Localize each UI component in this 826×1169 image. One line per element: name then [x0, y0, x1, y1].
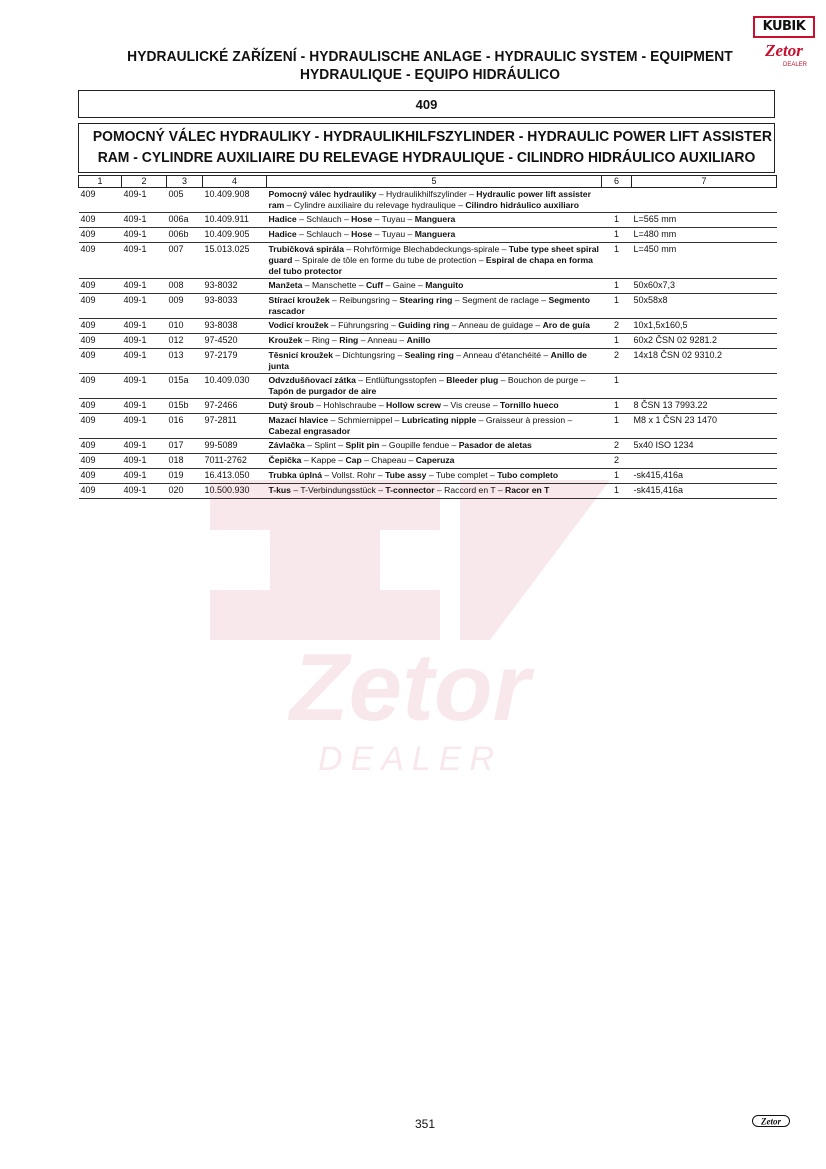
parts-table-body [79, 188, 777, 499]
description-cell: Stírací kroužek – Reibungsring – Stearing ring – Segment de raclage – Segmento rascador [267, 294, 602, 319]
description-de: Schmiernippel [337, 415, 393, 425]
figure-cell: 409-1 [122, 399, 167, 414]
quantity-cell: 1 [602, 469, 632, 484]
description-es: Aro de guía [542, 320, 590, 330]
figure-cell: 409-1 [122, 243, 167, 279]
description-cz: Kroužek [268, 335, 303, 345]
column-header: 2 [122, 176, 167, 188]
quantity-cell: 1 [602, 484, 632, 499]
position-cell: 017 [167, 439, 203, 454]
description-fr: Chapeau [371, 455, 407, 465]
group-cell: 409 [79, 228, 122, 243]
figure-cell: 409-1 [122, 349, 167, 374]
description-cz: Stírací kroužek [268, 295, 330, 305]
table-header-row [79, 176, 777, 188]
description-es: Manguera [414, 214, 456, 224]
description-en: Lubricating nipple [401, 415, 477, 425]
note-cell: 50x58x8 [632, 294, 777, 319]
quantity-cell: 2 [602, 454, 632, 469]
description-cz: Čepička [268, 455, 302, 465]
description-cell: Dutý šroub – Hohlschraube – Hollow screw – Vis creuse – Tornillo hueco [267, 399, 602, 414]
part-number-cell: 93-8032 [203, 279, 267, 294]
figure-cell: 409-1 [122, 188, 167, 213]
description-es: Anillo [406, 335, 431, 345]
description-fr: Gaine [392, 280, 416, 290]
group-number-box [78, 90, 775, 118]
description-cell: Trubičková spirála – Rohrförmige Blechabdeckungs-spirale – Tube type sheet spiral guard – Spirale de tôle en forme du tube de protection – Espiral de chapa en forma del tubo protector [267, 243, 602, 279]
description-cz: Vodicí kroužek [268, 320, 329, 330]
parts-table [78, 175, 777, 499]
part-number-cell: 97-2811 [203, 414, 267, 439]
description-de: Ring [311, 335, 330, 345]
table-row [79, 484, 777, 499]
description-en: Guiding ring [398, 320, 450, 330]
part-number-cell: 16.413.050 [203, 469, 267, 484]
part-number-cell: 97-2466 [203, 399, 267, 414]
description-en: Tube assy [385, 470, 427, 480]
figure-cell: 409-1 [122, 334, 167, 349]
table-row [79, 469, 777, 484]
position-cell: 018 [167, 454, 203, 469]
table-row [79, 349, 777, 374]
assembly-title-line2: RAM - CYLINDRE AUXILIAIRE DU RELEVAGE HYDRAULIQUE - CILINDRO HIDRÁULICO AUXILIARO [97, 150, 756, 166]
table-row [79, 279, 777, 294]
watermark-brand: Zetor [290, 634, 530, 741]
figure-cell: 409-1 [122, 228, 167, 243]
assembly-title-box [78, 123, 775, 173]
quantity-cell: 1 [602, 334, 632, 349]
description-cz: Pomocný válec hydrauliky [268, 189, 377, 199]
description-en: Hose [351, 229, 373, 239]
figure-cell: 409-1 [122, 279, 167, 294]
description-cell: Pomocný válec hydrauliky – Hydraulikhilfszylinder – Hydraulic power lift assister ram – Cylindre auxiliaire du relevage hydraulique – Cilindro hidráulico auxiliaro [267, 188, 602, 213]
figure-cell: 409-1 [122, 213, 167, 228]
group-cell: 409 [79, 454, 122, 469]
figure-cell: 409-1 [122, 469, 167, 484]
description-cz: Závlačka [268, 440, 305, 450]
description-en: T-connector [385, 485, 435, 495]
quantity-cell: 1 [602, 228, 632, 243]
description-es: Tapón de purgador de aire [268, 386, 377, 396]
position-cell: 006b [167, 228, 203, 243]
description-cz: Trubka úplná [268, 470, 322, 480]
description-cz: Hadice [268, 214, 297, 224]
position-cell: 008 [167, 279, 203, 294]
description-cz: Mazací hlavice [268, 415, 329, 425]
description-cz: Hadice [268, 229, 297, 239]
quantity-cell: 1 [602, 294, 632, 319]
table-row [79, 399, 777, 414]
section-title-line1: HYDRAULICKÉ ZAŘÍZENÍ - HYDRAULISCHE ANLAGE - HYDRAULIC SYSTEM - EQUIPMENT [127, 49, 733, 65]
description-cell: Hadice – Schlauch – Hose – Tuyau – Manguera [267, 213, 602, 228]
description-fr: Segment de raclage [461, 295, 539, 305]
position-cell: 007 [167, 243, 203, 279]
group-cell: 409 [79, 188, 122, 213]
group-cell: 409 [79, 243, 122, 279]
description-fr: Anneau d'étanchéité [462, 350, 542, 360]
quantity-cell: 1 [602, 399, 632, 414]
note-cell: 14x18 ČSN 02 9310.2 [632, 349, 777, 374]
table-row [79, 213, 777, 228]
quantity-cell: 2 [602, 439, 632, 454]
description-es: Anillo de junta [268, 350, 587, 371]
description-cell: Hadice – Schlauch – Hose – Tuyau – Manguera [267, 228, 602, 243]
table-row [79, 374, 777, 399]
description-fr: Anneau [367, 335, 398, 345]
note-cell: -sk415,416a [632, 484, 777, 499]
description-fr: Goupille fendue [388, 440, 450, 450]
description-en: Hose [351, 214, 373, 224]
figure-cell: 409-1 [122, 454, 167, 469]
description-de: Schlauch [306, 229, 342, 239]
description-de: Reibungsring [339, 295, 390, 305]
position-cell: 016 [167, 414, 203, 439]
column-header: 5 [267, 176, 602, 188]
part-number-cell: 10.409.030 [203, 374, 267, 399]
description-fr: Raccord en T [444, 485, 496, 495]
description-de: Hydraulikhilfszylinder [386, 189, 467, 199]
figure-cell: 409-1 [122, 484, 167, 499]
note-cell: 10x1,5x160,5 [632, 319, 777, 334]
table-row [79, 334, 777, 349]
description-de: Entlüftungsstopfen [365, 375, 437, 385]
note-cell [632, 374, 777, 399]
quantity-cell: 1 [602, 374, 632, 399]
part-number-cell: 7011-2762 [203, 454, 267, 469]
description-de: Rohrförmige Blechabdeckungs-spirale [353, 244, 500, 254]
table-row [79, 319, 777, 334]
position-cell: 019 [167, 469, 203, 484]
description-es: Tubo completo [497, 470, 559, 480]
description-cell: Mazací hlavice – Schmiernippel – Lubricating nipple – Graisseur à pression – Cabezal engrasador [267, 414, 602, 439]
description-fr: Bouchon de purge [507, 375, 579, 385]
description-fr: Vis creuse [450, 400, 491, 410]
description-cz: Trubičková spirála [268, 244, 344, 254]
group-number: 409 [415, 97, 438, 112]
column-header: 3 [167, 176, 203, 188]
description-fr: Tube complet [435, 470, 488, 480]
position-cell: 020 [167, 484, 203, 499]
description-de: Hohlschraube [323, 400, 377, 410]
description-fr: Cylindre auxiliaire du relevage hydraulique [293, 200, 456, 210]
page-number: 351 [414, 1117, 436, 1131]
note-cell: 5x40 ISO 1234 [632, 439, 777, 454]
description-es: Manguito [425, 280, 464, 290]
group-cell: 409 [79, 469, 122, 484]
part-number-cell: 10.500.930 [203, 484, 267, 499]
description-es: Tornillo hueco [500, 400, 559, 410]
description-de: Führungsring [338, 320, 389, 330]
note-cell [632, 188, 777, 213]
description-de: T-Verbindungsstück [300, 485, 376, 495]
description-de: Kappe [311, 455, 336, 465]
description-cz: Těsnicí kroužek [268, 350, 333, 360]
description-en: Hollow screw [386, 400, 441, 410]
dealer-text: DEALER [782, 62, 808, 68]
description-en: Bleeder plug [446, 375, 499, 385]
part-number-cell: 97-4520 [203, 334, 267, 349]
description-en: Cap [345, 455, 362, 465]
description-es: Cilindro hidráulico auxiliaro [465, 200, 579, 210]
position-cell: 015a [167, 374, 203, 399]
position-cell: 013 [167, 349, 203, 374]
part-number-cell: 10.409.905 [203, 228, 267, 243]
note-cell: M8 x 1 ČSN 23 1470 [632, 414, 777, 439]
column-header: 6 [602, 176, 632, 188]
description-en: Cuff [365, 280, 384, 290]
column-header: 4 [203, 176, 267, 188]
figure-cell: 409-1 [122, 414, 167, 439]
note-cell [632, 454, 777, 469]
description-fr: Anneau de guidage [458, 320, 534, 330]
description-de: Schlauch [306, 214, 342, 224]
quantity-cell: 1 [602, 243, 632, 279]
description-en: Ring [339, 335, 359, 345]
description-cz: Odvzdušňovací zátka [268, 375, 356, 385]
note-cell: -sk415,416a [632, 469, 777, 484]
description-de: Splint [314, 440, 336, 450]
quantity-cell [602, 188, 632, 213]
group-cell: 409 [79, 279, 122, 294]
description-de: Manschette [311, 280, 357, 290]
note-cell: 50x60x7,3 [632, 279, 777, 294]
description-fr: Tuyau [381, 229, 406, 239]
description-cz: Dutý šroub [268, 400, 314, 410]
description-es: Segmento rascador [268, 295, 591, 316]
description-fr: Tuyau [381, 214, 406, 224]
description-cell: Kroužek – Ring – Ring – Anneau – Anillo [267, 334, 602, 349]
footer-brand-text: Zetor [761, 1116, 781, 1127]
description-fr: Graisseur à pression [485, 415, 566, 425]
description-cell: Odvzdušňovací zátka – Entlüftungsstopfen – Bleeder plug – Bouchon de purge – Tapón de purgador de aire [267, 374, 602, 399]
description-en: Hydraulic power lift assister ram [268, 189, 591, 210]
description-cell: Trubka úplná – Vollst. Rohr – Tube assy – Tube complet – Tubo completo [267, 469, 602, 484]
quantity-cell: 1 [602, 279, 632, 294]
description-es: Caperuza [415, 455, 455, 465]
description-es: Manguera [414, 229, 456, 239]
section-title [107, 48, 753, 84]
zetor-brand-text: Zetor [765, 41, 803, 60]
kubik-zetor-logo [753, 14, 815, 70]
position-cell: 012 [167, 334, 203, 349]
table-row [79, 294, 777, 319]
kubik-badge [753, 16, 815, 38]
figure-cell: 409-1 [122, 294, 167, 319]
description-cell: Vodicí kroužek – Führungsring – Guiding ring – Anneau de guidage – Aro de guía [267, 319, 602, 334]
group-cell: 409 [79, 399, 122, 414]
part-number-cell: 97-2179 [203, 349, 267, 374]
table-row [79, 228, 777, 243]
group-cell: 409 [79, 439, 122, 454]
quantity-cell: 2 [602, 349, 632, 374]
note-cell: 8 ČSN 13 7993.22 [632, 399, 777, 414]
group-cell: 409 [79, 334, 122, 349]
table-row [79, 188, 777, 213]
description-es: Espiral de chapa en forma del tubo protector [268, 255, 593, 276]
quantity-cell: 2 [602, 319, 632, 334]
position-cell: 006a [167, 213, 203, 228]
part-number-cell: 10.409.911 [203, 213, 267, 228]
table-row [79, 243, 777, 279]
note-cell: L=480 mm [632, 228, 777, 243]
description-cell: Závlačka – Splint – Split pin – Goupille fendue – Pasador de aletas [267, 439, 602, 454]
description-es: Racor en T [505, 485, 550, 495]
part-number-cell: 15.013.025 [203, 243, 267, 279]
kubik-text: KUBIK [762, 19, 806, 34]
position-cell: 010 [167, 319, 203, 334]
group-cell: 409 [79, 414, 122, 439]
zetor-footer-logo [752, 1113, 790, 1129]
figure-cell: 409-1 [122, 374, 167, 399]
group-cell: 409 [79, 294, 122, 319]
description-de: Vollst. Rohr [331, 470, 376, 480]
watermark-sub: DEALER [317, 740, 503, 778]
description-cz: T-kus [268, 485, 291, 495]
description-cell: Manžeta – Manschette – Cuff – Gaine – Manguito [267, 279, 602, 294]
group-cell: 409 [79, 319, 122, 334]
group-cell: 409 [79, 484, 122, 499]
description-fr: Spirale de tôle en forme du tube de protection [301, 255, 477, 265]
part-number-cell: 10.409.908 [203, 188, 267, 213]
description-es: Cabezal engrasador [268, 426, 351, 436]
part-number-cell: 93-8033 [203, 294, 267, 319]
description-es: Pasador de aletas [458, 440, 532, 450]
description-cell: T-kus – T-Verbindungsstück – T-connector – Raccord en T – Racor en T [267, 484, 602, 499]
group-cell: 409 [79, 374, 122, 399]
note-cell: L=450 mm [632, 243, 777, 279]
table-row [79, 454, 777, 469]
figure-cell: 409-1 [122, 319, 167, 334]
position-cell: 005 [167, 188, 203, 213]
quantity-cell: 1 [602, 213, 632, 228]
group-cell: 409 [79, 213, 122, 228]
note-cell: 60x2 ČSN 02 9281.2 [632, 334, 777, 349]
table-row [79, 439, 777, 454]
column-header: 7 [632, 176, 777, 188]
part-number-cell: 93-8038 [203, 319, 267, 334]
group-cell: 409 [79, 349, 122, 374]
position-cell: 009 [167, 294, 203, 319]
description-en: Split pin [345, 440, 380, 450]
position-cell: 015b [167, 399, 203, 414]
column-header: 1 [79, 176, 122, 188]
description-cell: Těsnicí kroužek – Dichtungsring – Sealing ring – Anneau d'étanchéité – Anillo de junta [267, 349, 602, 374]
zetor-dealer-badge [755, 40, 813, 68]
assembly-title-line1: POMOCNÝ VÁLEC HYDRAULIKY - HYDRAULIKHILFSZYLINDER - HYDRAULIC POWER LIFT ASSISTER [92, 129, 772, 145]
description-cell: Čepička – Kappe – Cap – Chapeau – Caperuza [267, 454, 602, 469]
description-de: Dichtungsring [342, 350, 396, 360]
description-en: Sealing ring [404, 350, 454, 360]
zetor-dealer-watermark [190, 470, 630, 780]
quantity-cell: 1 [602, 414, 632, 439]
description-en: Stearing ring [399, 295, 453, 305]
note-cell: L=565 mm [632, 213, 777, 228]
figure-cell: 409-1 [122, 439, 167, 454]
part-number-cell: 99-5089 [203, 439, 267, 454]
description-en: Tube type sheet spiral guard [268, 244, 599, 265]
description-cz: Manžeta [268, 280, 303, 290]
section-title-line2: HYDRAULIQUE - EQUIPO HIDRÁULICO [299, 67, 561, 83]
table-row [79, 414, 777, 439]
